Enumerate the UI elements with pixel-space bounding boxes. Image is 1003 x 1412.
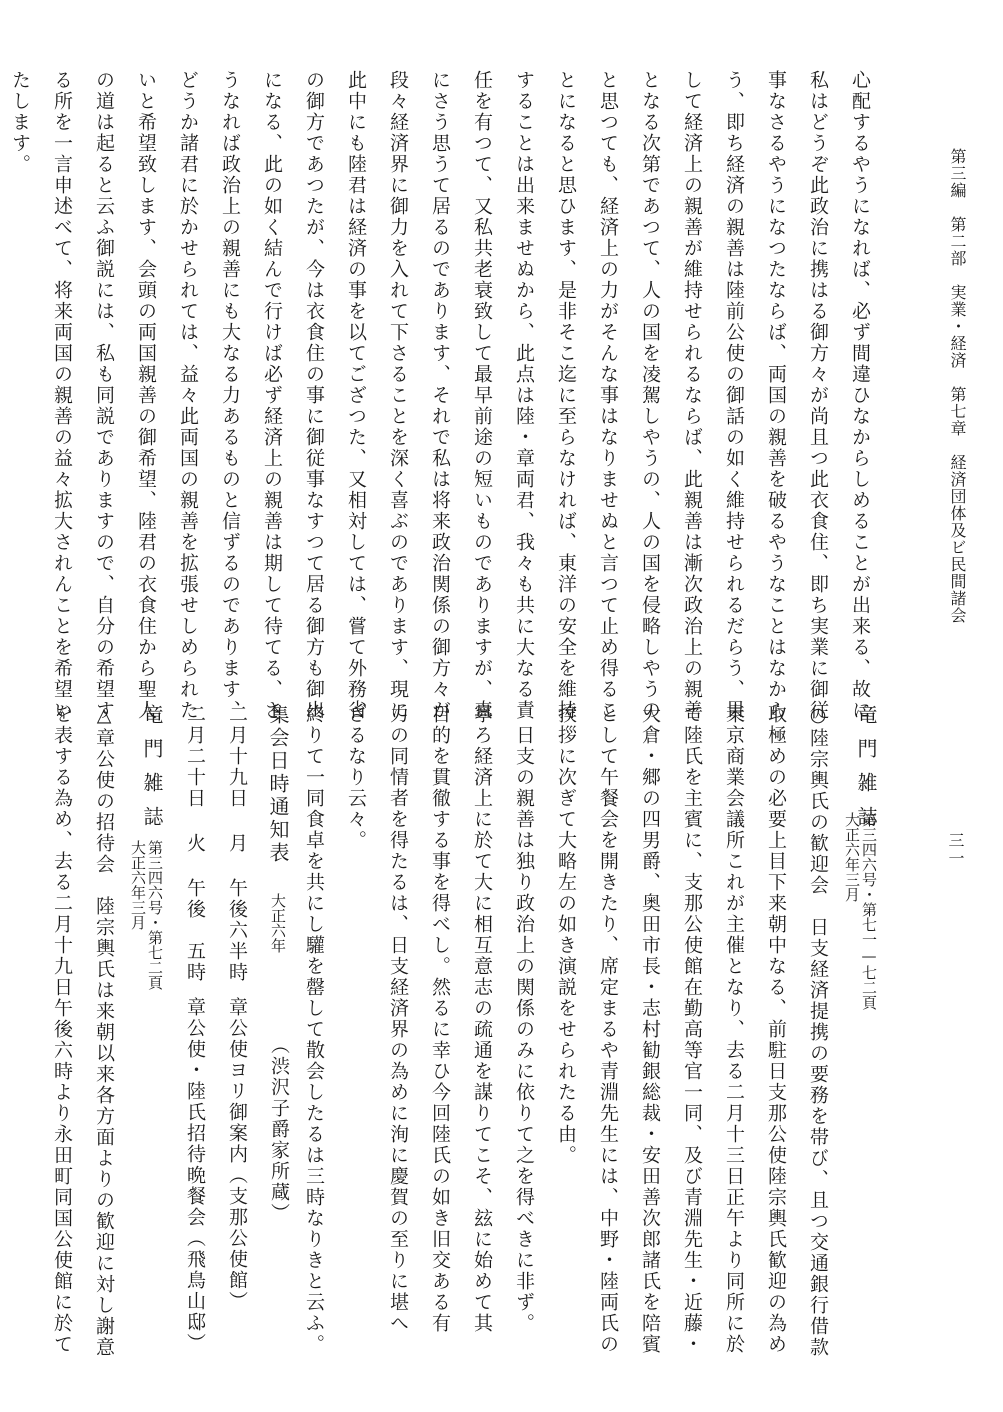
section-heading: 竜門雑誌 <box>854 704 878 840</box>
running-header: 第三編 第二部 実業・経済 第七章 経済団体及ビ民間諸会 <box>948 148 967 624</box>
upper-line: と思つても、経済上の力がそんな事はなりませぬと言つて止め得るこ <box>597 70 619 721</box>
article-line: 終りて一同食卓を共にし驩を罄して散会したるは三時なりきと云ふ。 <box>303 704 325 1355</box>
upper-line: して経済上の親善が維持せられるならば、此親善は漸次政治上の親善 <box>681 70 703 721</box>
source-date: 大正六年三月 <box>129 840 147 930</box>
upper-line: 段々経済界に御力を入れて下さることを深く喜ぶのであります、現に <box>387 70 409 721</box>
article-line: ○陸宗輿氏の歓迎会 日支経済提携の要務を帯び、且つ交通銀行借款 <box>807 704 829 1358</box>
schedule-weekday: 火 <box>184 833 206 854</box>
schedule-row <box>224 704 251 1312</box>
schedule-title: 集会日時通知表 <box>266 704 290 865</box>
schedule-time: 午後六半時 <box>226 878 248 983</box>
schedule-date: 二月十九日 <box>226 704 248 809</box>
article-line: △章公使の招待会 陸宗輿氏は来朝以来各方面よりの歓迎に対し謝意 <box>93 704 115 1358</box>
article-line: 東京商業会議所これが主催となり、去る二月十三日正午より同所に於 <box>723 704 745 1355</box>
schedule-event: 章公使・陸氏招待晩餐会（飛鳥山邸） <box>184 997 206 1354</box>
upper-line: どうか諸君に於かせられては、益々此両国の親善を拡張せしめられた <box>177 70 199 721</box>
upper-line: にさう思うて居るのであります、それで私は将来政治関係の御方々が <box>429 70 451 721</box>
upper-line: 心配するやうになれば、必ず間違ひなからしめることが出来る、故に <box>849 70 871 721</box>
upper-line: することは出来ませぬから、此点は陸・章両君、我々も共に大なる責 <box>513 70 535 721</box>
source-issue: 第三四六号・第七一—七二頁 <box>860 812 878 1010</box>
schedule-time: 午後 五時 <box>184 878 206 983</box>
upper-line: の道は起ると云ふ御説には、私も同説でありますので、自分の希望す <box>93 70 115 721</box>
upper-line: となる次第であつて、人の国を凌駕しやうの、人の国を侵略しやうの <box>639 70 661 721</box>
article-line: を表する為め、去る二月十九日午後六時より永田町同国公使館に於て <box>51 704 73 1355</box>
upper-line: 私はどうぞ此政治に携はる御方々が尚且つ此衣食住、即ち実業に御従 <box>807 70 829 721</box>
upper-line: 事なさるやうになつたならば、両国の親善を破るやうなことはなから <box>765 70 787 721</box>
quote-line: 日支の親善は独り政治上の関係のみに依りて之を得べきに非ず。 <box>513 704 535 1334</box>
upper-line: 任を有つて、又私共老衰致して最早前途の短いものでありますが、真 <box>471 70 493 721</box>
upper-line: になる、此の如く結んで行けば必ず経済上の親善は期して待てる、さ <box>261 70 283 721</box>
schedule-source: （渋沢子爵家所蔵） <box>268 1035 290 1224</box>
article-line: として午餐会を開きたり、席定まるや青淵先生には、中野・陸両氏の <box>597 704 619 1355</box>
quote-line: 目的を貫徹する事を得べし。然るに幸ひ今回陸氏の如き旧交ある有 <box>429 704 451 1334</box>
source-date: 大正六年三月 <box>843 812 861 902</box>
article-line: 挨拶に次ぎて大略左の如き演説をせられたる由。 <box>555 704 577 1166</box>
upper-line: 此中にも陸君は経済の事を以てござつた、又相対しては、嘗て外務省 <box>345 70 367 721</box>
upper-line: たします。 <box>9 70 31 175</box>
article-line: て陸氏を主賓に、支那公使館在勤高等官一同、及び青淵先生・近藤・ <box>681 704 703 1355</box>
quote-line: ざるなり云々。 <box>345 704 367 851</box>
article-line: 取極めの必要上目下来朝中なる、前駐日支那公使陸宗輿氏歓迎の為め <box>765 704 787 1355</box>
schedule-row <box>182 704 209 1354</box>
quote-line: 力の同情者を得たるは、日支経済界の為めに洵に慶賀の至りに堪へ <box>387 704 409 1334</box>
schedule-date: 二月二十日 <box>184 704 206 809</box>
source-issue: 第三四六号・第七二頁 <box>146 840 164 990</box>
upper-line: うなれば政治上の親善にも大なる力あるものと信ずるのであります、 <box>219 70 241 721</box>
schedule-event: 章公使ヨリ御案内（支那公使館） <box>226 997 248 1312</box>
schedule-year: 大正六年 <box>269 893 287 953</box>
upper-line: う、即ち経済の親善は陸前公使の御話の如く維持せられるだらう、果 <box>723 70 745 721</box>
quote-line: 寧ろ経済上に於て大に相互意志の疏通を謀りてこそ、玆に始めて其 <box>471 704 493 1334</box>
upper-line: の御方であつたが、今は衣食住の事に御従事なすつて居る御方も御出 <box>303 70 325 721</box>
page-number: 三一 <box>946 832 965 868</box>
section-heading: 竜門雑誌 <box>140 704 164 840</box>
upper-line: とになると思ひます、是非そこ迄に至らなければ、東洋の安全を維持 <box>555 70 577 721</box>
schedule-weekday: 月 <box>226 833 248 854</box>
article-line: 大倉・郷の四男爵、奥田市長・志村勧銀総裁・安田善次郎諸氏を陪賓 <box>639 704 661 1355</box>
upper-line: る所を一言申述べて、将来両国の親善の益々拡大されんことを希望い <box>51 70 73 721</box>
upper-line: いと希望致します、会頭の両国親善の御希望、陸君の衣食住から聖人 <box>135 70 157 721</box>
